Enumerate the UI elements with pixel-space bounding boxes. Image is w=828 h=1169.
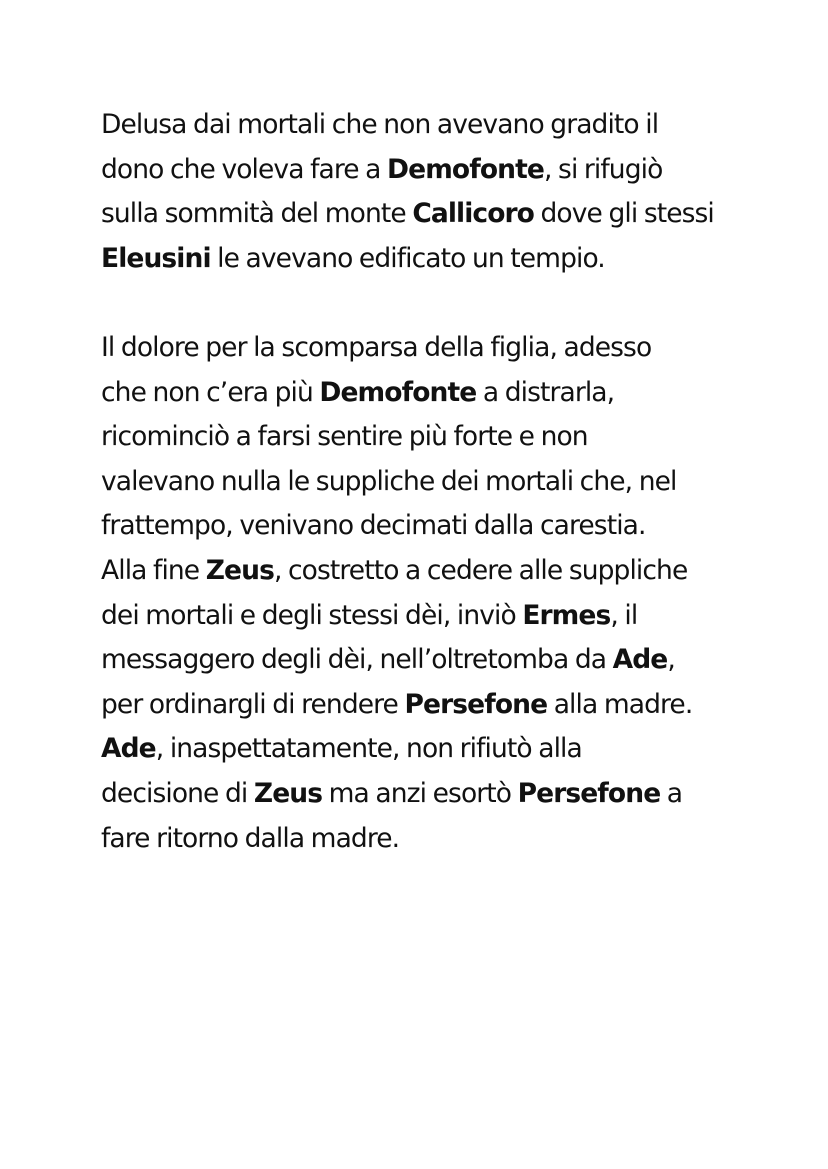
bold-name: Demofonte bbox=[387, 153, 544, 185]
bold-name: Eleusini bbox=[101, 242, 211, 274]
text-run: , bbox=[667, 644, 675, 676]
text-run: , si rifugiò bbox=[543, 153, 663, 185]
text-line bbox=[101, 772, 741, 817]
text-run: , inaspettatamente, non rifiutò alla bbox=[155, 733, 582, 765]
text-run: , il bbox=[610, 599, 638, 631]
text-line bbox=[101, 415, 741, 460]
bold-name: Ermes bbox=[522, 599, 611, 631]
text-line bbox=[101, 192, 741, 237]
text-run: , costretto a cedere alle suppliche bbox=[273, 554, 688, 586]
text-run: a distrarla, bbox=[476, 376, 615, 408]
bold-name: Persefone bbox=[404, 688, 548, 720]
text-line bbox=[101, 103, 741, 148]
text-run: valevano nulla le suppliche dei mortali che, nel bbox=[101, 465, 677, 497]
text-run: per ordinargli di rendere bbox=[101, 688, 405, 720]
text-run: fare ritorno dalla madre. bbox=[101, 822, 400, 854]
bold-name: Demofonte bbox=[319, 376, 477, 408]
text-line bbox=[101, 460, 741, 505]
text-run: Il dolore per la scomparsa della figlia, adesso bbox=[101, 332, 652, 363]
text-line bbox=[101, 817, 741, 862]
text-run: le avevano edificato un tempio. bbox=[210, 242, 605, 274]
paragraph-1 bbox=[101, 103, 741, 281]
text-run: ma anzi esortò bbox=[322, 777, 518, 809]
text-line bbox=[101, 371, 741, 416]
text-run: dei mortali e degli stessi dèi, inviò bbox=[101, 599, 523, 631]
text-run: sulla sommità del monte bbox=[101, 198, 413, 230]
bold-name: Zeus bbox=[205, 554, 274, 586]
text-run: a bbox=[660, 777, 683, 809]
text-run: Alla fine bbox=[101, 554, 206, 586]
text-run: che non c’era più bbox=[101, 376, 320, 408]
text-run: dove gli stessi bbox=[533, 198, 714, 230]
bold-name: Ade bbox=[101, 733, 156, 765]
text-line bbox=[101, 237, 741, 282]
text-run: frattempo, venivano decimati dalla carestia. bbox=[101, 510, 646, 542]
text-run: Delusa dai mortali che non avevano gradito il bbox=[101, 109, 659, 140]
paragraph-2 bbox=[101, 326, 741, 861]
bold-name: Persefone bbox=[517, 777, 661, 809]
text-line bbox=[101, 148, 741, 193]
text-line bbox=[101, 594, 741, 639]
text-run: alla madre. bbox=[547, 688, 693, 720]
text-line bbox=[101, 727, 741, 772]
bold-name: Callicoro bbox=[412, 198, 534, 230]
text-run: decisione di bbox=[101, 777, 254, 809]
text-run: ricominciò a farsi sentire più forte e non bbox=[101, 421, 588, 453]
text-run: dono che voleva fare a bbox=[101, 153, 388, 185]
text-line bbox=[101, 683, 741, 728]
bold-name: Ade bbox=[612, 644, 668, 676]
text-line bbox=[101, 638, 741, 683]
text-line bbox=[101, 504, 741, 549]
text-line bbox=[101, 549, 741, 594]
text-line bbox=[101, 326, 741, 371]
bold-name: Zeus bbox=[253, 777, 323, 809]
text-run: messaggero degli dèi, nell’oltretomba da bbox=[101, 644, 613, 676]
